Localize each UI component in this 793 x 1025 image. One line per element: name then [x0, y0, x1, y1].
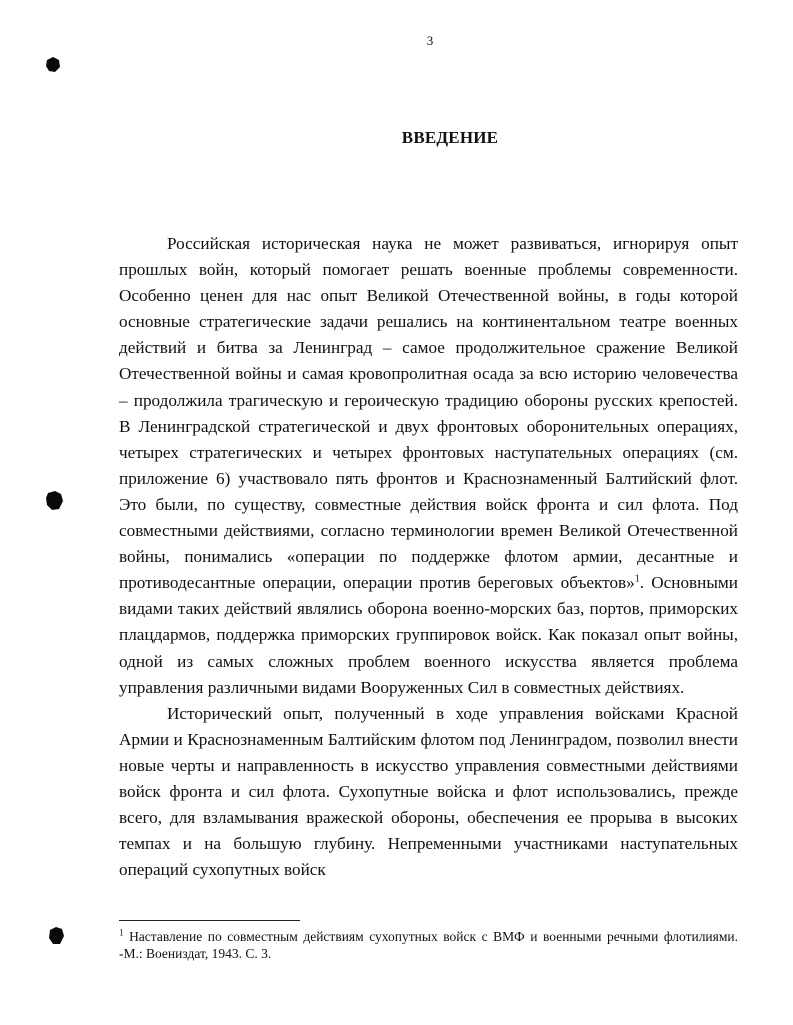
section-heading: ВВЕДЕНИЕ — [401, 128, 499, 147]
paragraph-1-text-after-note: . Основными видами таких действий являлись оборона военно-морских баз, портов, приморских плацдармов, поддержка приморских группировок войск. Как показал опыт войны, одной из самых сложных проблем военного искусства является проблема управления различными видами Вооруженных Сил в совместных действиях. — [119, 573, 738, 697]
footnote-reference: 1 — [634, 573, 640, 585]
paragraph-1 — [119, 231, 738, 701]
footnote-separator — [119, 920, 300, 921]
footnote — [119, 928, 738, 962]
punch-hole-mark-bottom — [47, 926, 65, 946]
punch-hole-mark-top — [44, 56, 62, 74]
paragraph-2: Исторический опыт, полученный в ходе управления войсками Красной Армии и Краснознаменным Балтийским флотом под Ленинградом, позволил внести новые черты и направленность в искусство управления совместными действиями войск фронта и сил флота. Сухопутные войска и флот использовались, прежде всего, для взламывания вражеской обороны, обеспечения ее прорыва в высоких темпах и на большую глубину. Непременными участниками наступательных операций сухопутных войск — [119, 703, 738, 880]
footnote-text: Наставление по совместным действиям сухопутных войск с ВМФ и военными речными флотилиями. -М.: Воениздат, 1943. С. 3. — [119, 929, 739, 961]
page-number: 3 — [426, 33, 434, 48]
paragraph-1-text-before-note: Российская историческая наука не может развиваться, игнорируя опыт прошлых войн, который помогает решать военные проблемы современности. Особенно ценен для нас опыт Великой Отечественной войны, в годы которой основные стратегические задачи решались на континентальном театре военных действий и битва за Ленинград – самое продолжительное сражение Великой Отечественной войны и самая кровопролитная осада за всю историю человечества – продолжила трагическую и героическую традицию обороны русских крепостей. В Ленинградской стратегической и двух фронтовых оборонительных операциях, четырех стратегических и четырех фронтовых наступательных операциях (см. приложение 6) участвовало пять фронтов и Краснознаменный Балтийский флот. Это были, по существу, совместные действия войск фронта и сил флота. Под совместными действиями, согласно терминологии времен Великой Отечественной войны, понимались «операции по поддержке флотом армии, десантные и противодесантные операции, операции против береговых объектов» — [119, 234, 738, 593]
footnote-marker: 1 — [119, 927, 124, 938]
punch-hole-mark-middle — [44, 490, 64, 512]
body-text — [119, 231, 738, 883]
